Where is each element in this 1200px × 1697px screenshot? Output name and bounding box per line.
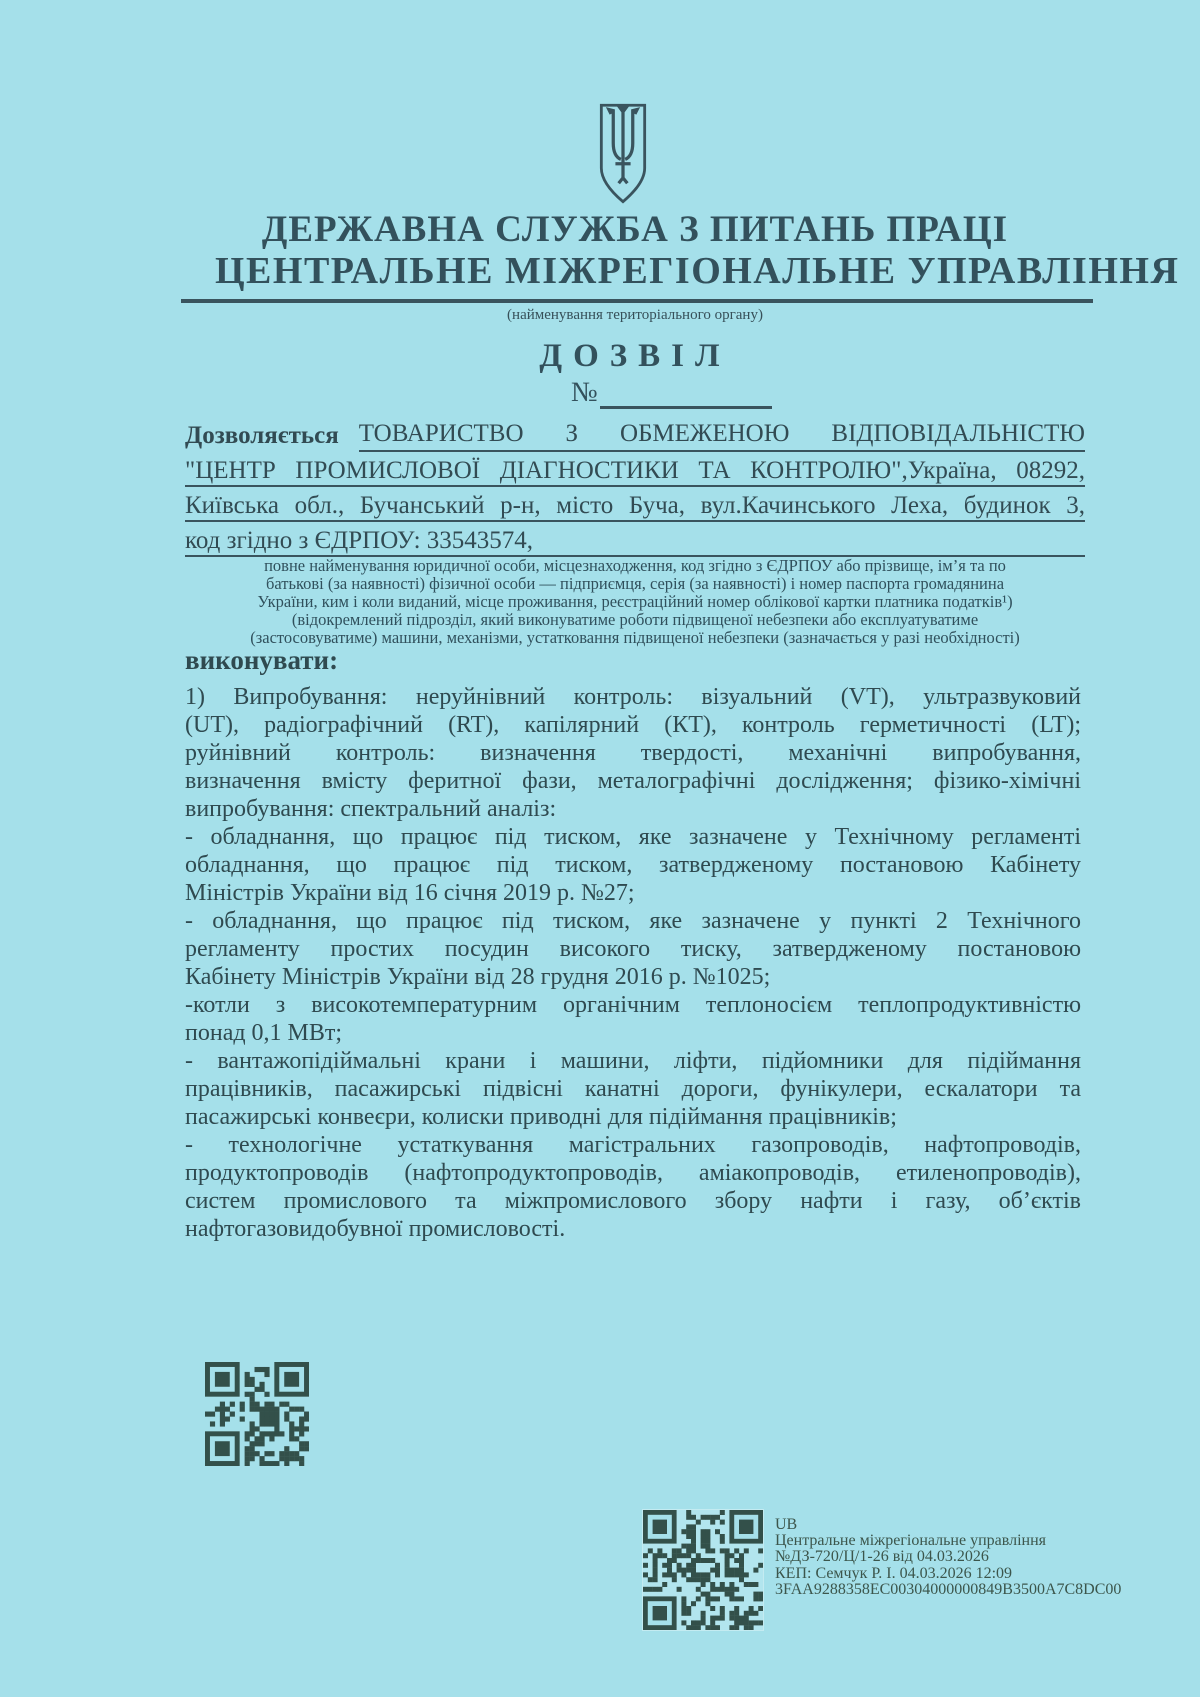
- number-label: №: [571, 377, 598, 408]
- qr-code-left-icon: [205, 1362, 309, 1470]
- body-line: визначення вмісту феритної фази, металографічні дослідження; фізико-хімічні: [185, 768, 1081, 794]
- body-line: Кабінету Міністрів України від 28 грудня 2016 р. №1025;: [185, 964, 771, 990]
- body-line: понад 0,1 МВт;: [185, 1020, 343, 1046]
- grantee-rest-lines: [185, 452, 1085, 557]
- grantee-first-line: [185, 417, 1085, 452]
- grantee-block: [185, 417, 1085, 557]
- number-blank-field: [600, 378, 772, 409]
- grantee-name-line: Київська обл., Бучанський р-н, місто Буча, вул.Качинського Леха, будинок 3,: [185, 487, 1085, 522]
- body-line: - вантажопідіймальні крани і машини, ліфти, підйомники для підіймання: [185, 1048, 1081, 1074]
- agency-name: ДЕРЖАВНА СЛУЖБА З ПИТАНЬ ПРАЦІ: [261, 209, 1009, 250]
- execute-label: виконувати:: [185, 645, 339, 675]
- body-line: пасажирські конвеєри, колиски приводні для підіймання працівників;: [185, 1104, 897, 1130]
- footnote-line: (застосовуватиме) машини, механізми, устатковання підвищеної небезпеки (зазначається у разі необхідності): [250, 628, 1020, 647]
- footnote-line: України, ким і коли виданий, місце проживання, реєстраційний номер облікової картки платника податків¹): [257, 592, 1013, 611]
- body-line: продуктопроводів (нафтопродуктопроводів, аміакопроводів, етиленопроводів),: [185, 1160, 1081, 1186]
- body-line: Міністрів України від 16 січня 2019 р. №27;: [185, 880, 635, 906]
- footnote-line: повне найменування юридичної особи, місцезнаходження, код згідно з ЄДРПОУ або прізвище, ім’я та по: [264, 556, 1006, 575]
- footnote-line: (відокремлений підрозділ, який виконуватиме роботи підвищеної небезпеки або експлуатуватиме: [291, 610, 979, 629]
- document-title: ДОЗВІЛ: [539, 338, 731, 374]
- body-line: обладнання, що працює під тиском, затвердженому постановою Кабінету: [185, 852, 1081, 878]
- body-text: [185, 683, 1081, 1243]
- signature-caption-line: Центральне міжрегіональне управління: [775, 1532, 1046, 1550]
- body-line: -котли з високотемпературним органічним теплоносієм теплопродуктивністю: [185, 992, 1081, 1018]
- header-rule: [181, 299, 1093, 303]
- body-line: - обладнання, що працює під тиском, яке зазначене у Технічному регламенті: [185, 824, 1081, 850]
- body-line: випробування: спектральний аналіз:: [185, 796, 557, 822]
- signature-stamp-block: [643, 1510, 1121, 1630]
- body-line: нафтогазовидобувної промисловості.: [185, 1216, 566, 1242]
- qr-code-signature-icon: [643, 1510, 763, 1630]
- grantee-name-line: ТОВАРИСТВО З ОБМЕЖЕНОЮ ВІДПОВІДАЛЬНІСТЮ: [359, 417, 1085, 452]
- office-name: ЦЕНТРАЛЬНЕ МІЖРЕГІОНАЛЬНЕ УПРАВЛІННЯ: [215, 250, 1180, 292]
- footnote-line: батькові (за наявності) фізичної особи — підприємця, серія (за наявності) і номер паспорта громадянина: [265, 574, 1005, 593]
- body-line: руйнівний контроль: визначення твердості, механічні випробування,: [185, 740, 1081, 766]
- body-line: - технологічне устаткування магістральних газопроводів, нафтопроводів,: [185, 1132, 1081, 1158]
- signature-caption: [775, 1510, 1121, 1598]
- signature-caption-line: 3FAA9288358EC00304000000849B3500A7C8DC00: [775, 1580, 1122, 1598]
- org-caption: (найменування територіального органу): [507, 307, 763, 323]
- body-line: (UT), радіографічний (RT), капілярний (КТ), контроль герметичності (LT);: [185, 712, 1081, 738]
- signature-caption-line: КЕП: Семчук Р. І. 04.03.2026 12:09: [775, 1564, 1013, 1582]
- grantee-footnote: [185, 557, 1085, 647]
- permit-label: Дозволяється: [185, 422, 339, 449]
- signature-caption-line: №ДЗ-720/Ц/1-26 від 04.03.2026: [775, 1548, 989, 1566]
- grantee-name-line: код згідно з ЄДРПОУ: 33543574,: [185, 522, 1085, 557]
- document-content: [185, 0, 1180, 1697]
- trident-emblem-icon: [173, 102, 1073, 206]
- body-line: регламенту простих посудин високого тиску, затвердженому постановою: [185, 936, 1081, 962]
- signature-caption-line: UB: [775, 1516, 798, 1533]
- body-line: 1) Випробування: неруйнівний контроль: візуальний (VT), ультразвуковий: [185, 684, 1081, 710]
- document-number-line: [571, 377, 772, 409]
- body-line: систем промислового та міжпромислового збору нафти і газу, об’єктів: [185, 1188, 1081, 1214]
- body-line: працівників, пасажирські підвісні канатні дороги, фунікулери, ескалатори та: [185, 1076, 1081, 1102]
- body-line: - обладнання, що працює під тиском, яке зазначене у пункті 2 Технічного: [185, 908, 1081, 934]
- grantee-name-line: "ЦЕНТР ПРОМИСЛОВОЇ ДІАГНОСТИКИ ТА КОНТРОЛЮ",Україна, 08292,: [185, 452, 1085, 487]
